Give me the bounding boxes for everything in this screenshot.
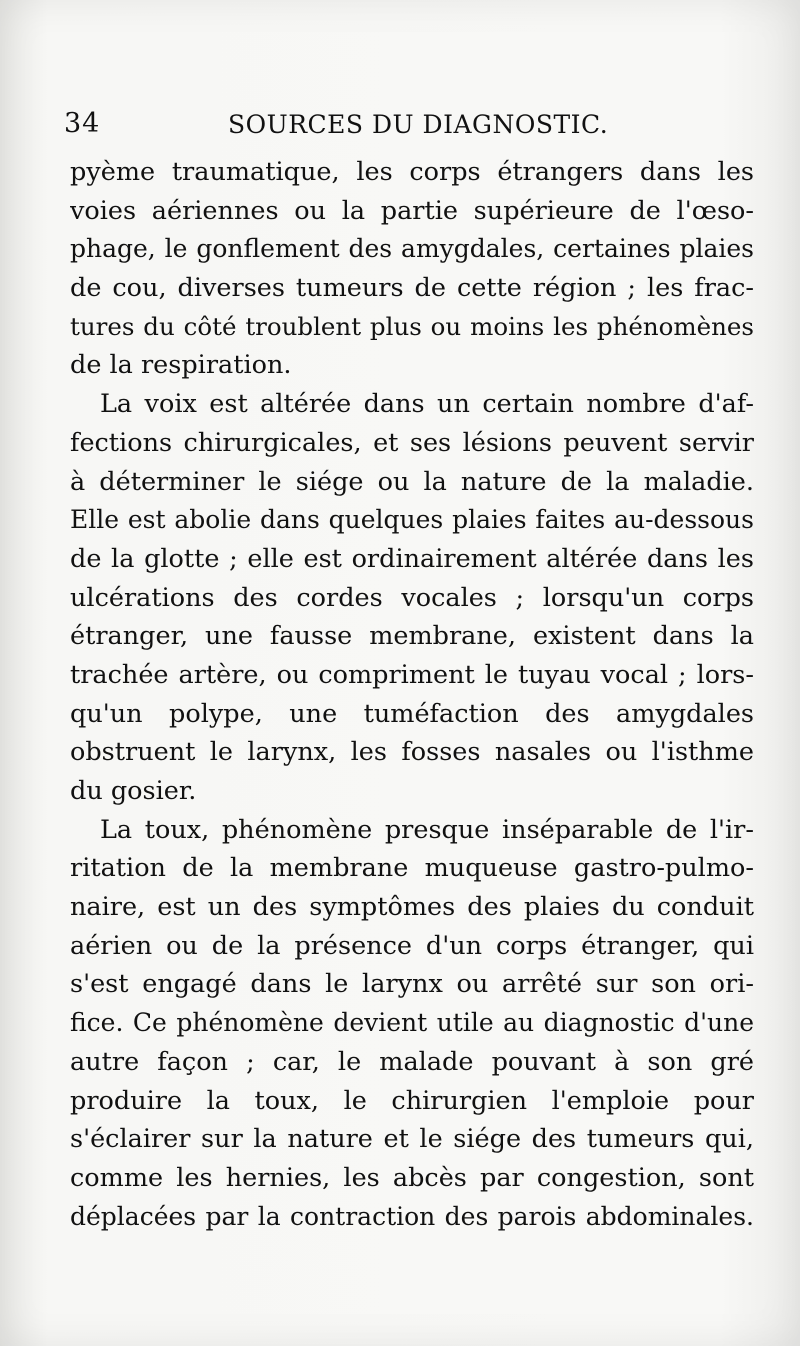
text-line: de la respiration. — [70, 350, 292, 381]
text-line: déplacées par la contraction des parois abdominales. — [70, 1201, 754, 1231]
text-line: à déterminer le siége ou la nature de la maladie. — [70, 466, 754, 497]
text-line: voies aériennes ou la partie supérieure de l'œso- — [70, 195, 754, 226]
text-line: La toux, phénomène presque inséparable de l'ir- — [100, 814, 754, 845]
text-line: obstruent le larynx, les fosses nasales ou l'isthme — [70, 737, 754, 768]
text-line: comme les hernies, les abcès par congestion, sont — [70, 1162, 754, 1193]
text-line: qu'un polype, une tuméfaction des amygdales — [70, 698, 754, 729]
text-line: fections chirurgicales, et ses lésions peuvent servir — [70, 427, 754, 458]
body-text — [70, 153, 754, 1236]
text-line: aérien ou de la présence d'un corps étranger, qui — [70, 930, 754, 961]
text-line: du gosier. — [70, 776, 197, 806]
text-line: ulcérations des cordes vocales ; lorsqu'un corps — [70, 582, 754, 613]
text-line: de cou, diverses tumeurs de cette région ; les frac- — [70, 273, 754, 304]
running-title: SOURCES DU DIAGNOSTIC. — [228, 110, 609, 139]
text-line: étranger, une fausse membrane, existent dans la — [70, 621, 754, 652]
text-line: s'éclairer sur la nature et le siége des tumeurs qui, — [70, 1124, 754, 1155]
text-line: produire la toux, le chirurgien l'emploie pour — [70, 1085, 754, 1116]
text-line: s'est engagé dans le larynx ou arrêté sur son ori- — [70, 969, 754, 1000]
text-line: La voix est altérée dans un certain nombre d'af- — [100, 389, 754, 420]
text-line: naire, est un des symptômes des plaies du conduit — [70, 892, 754, 923]
text-line: trachée artère, ou compriment le tuyau vocal ; lors- — [70, 659, 754, 690]
text-line: fice. Ce phénomène devient utile au diagnostic d'une — [70, 1008, 754, 1038]
text-line: autre façon ; car, le malade pouvant à son gré — [70, 1046, 754, 1077]
text-line: phage, le gonflement des amygdales, certaines plaies — [70, 234, 754, 264]
text-line: de la glotte ; elle est ordinairement altérée dans les — [70, 543, 754, 574]
page-number: 34 — [64, 108, 101, 139]
page-header — [64, 108, 744, 144]
text-line: Elle est abolie dans quelques plaies faites au-dessous — [70, 505, 754, 535]
text-line: ritation de la membrane muqueuse gastro-pulmo- — [70, 853, 754, 884]
text-line: tures du côté troublent plus ou moins les phénomènes — [70, 311, 754, 341]
text-line: pyème traumatique, les corps étrangers dans les — [70, 157, 754, 187]
